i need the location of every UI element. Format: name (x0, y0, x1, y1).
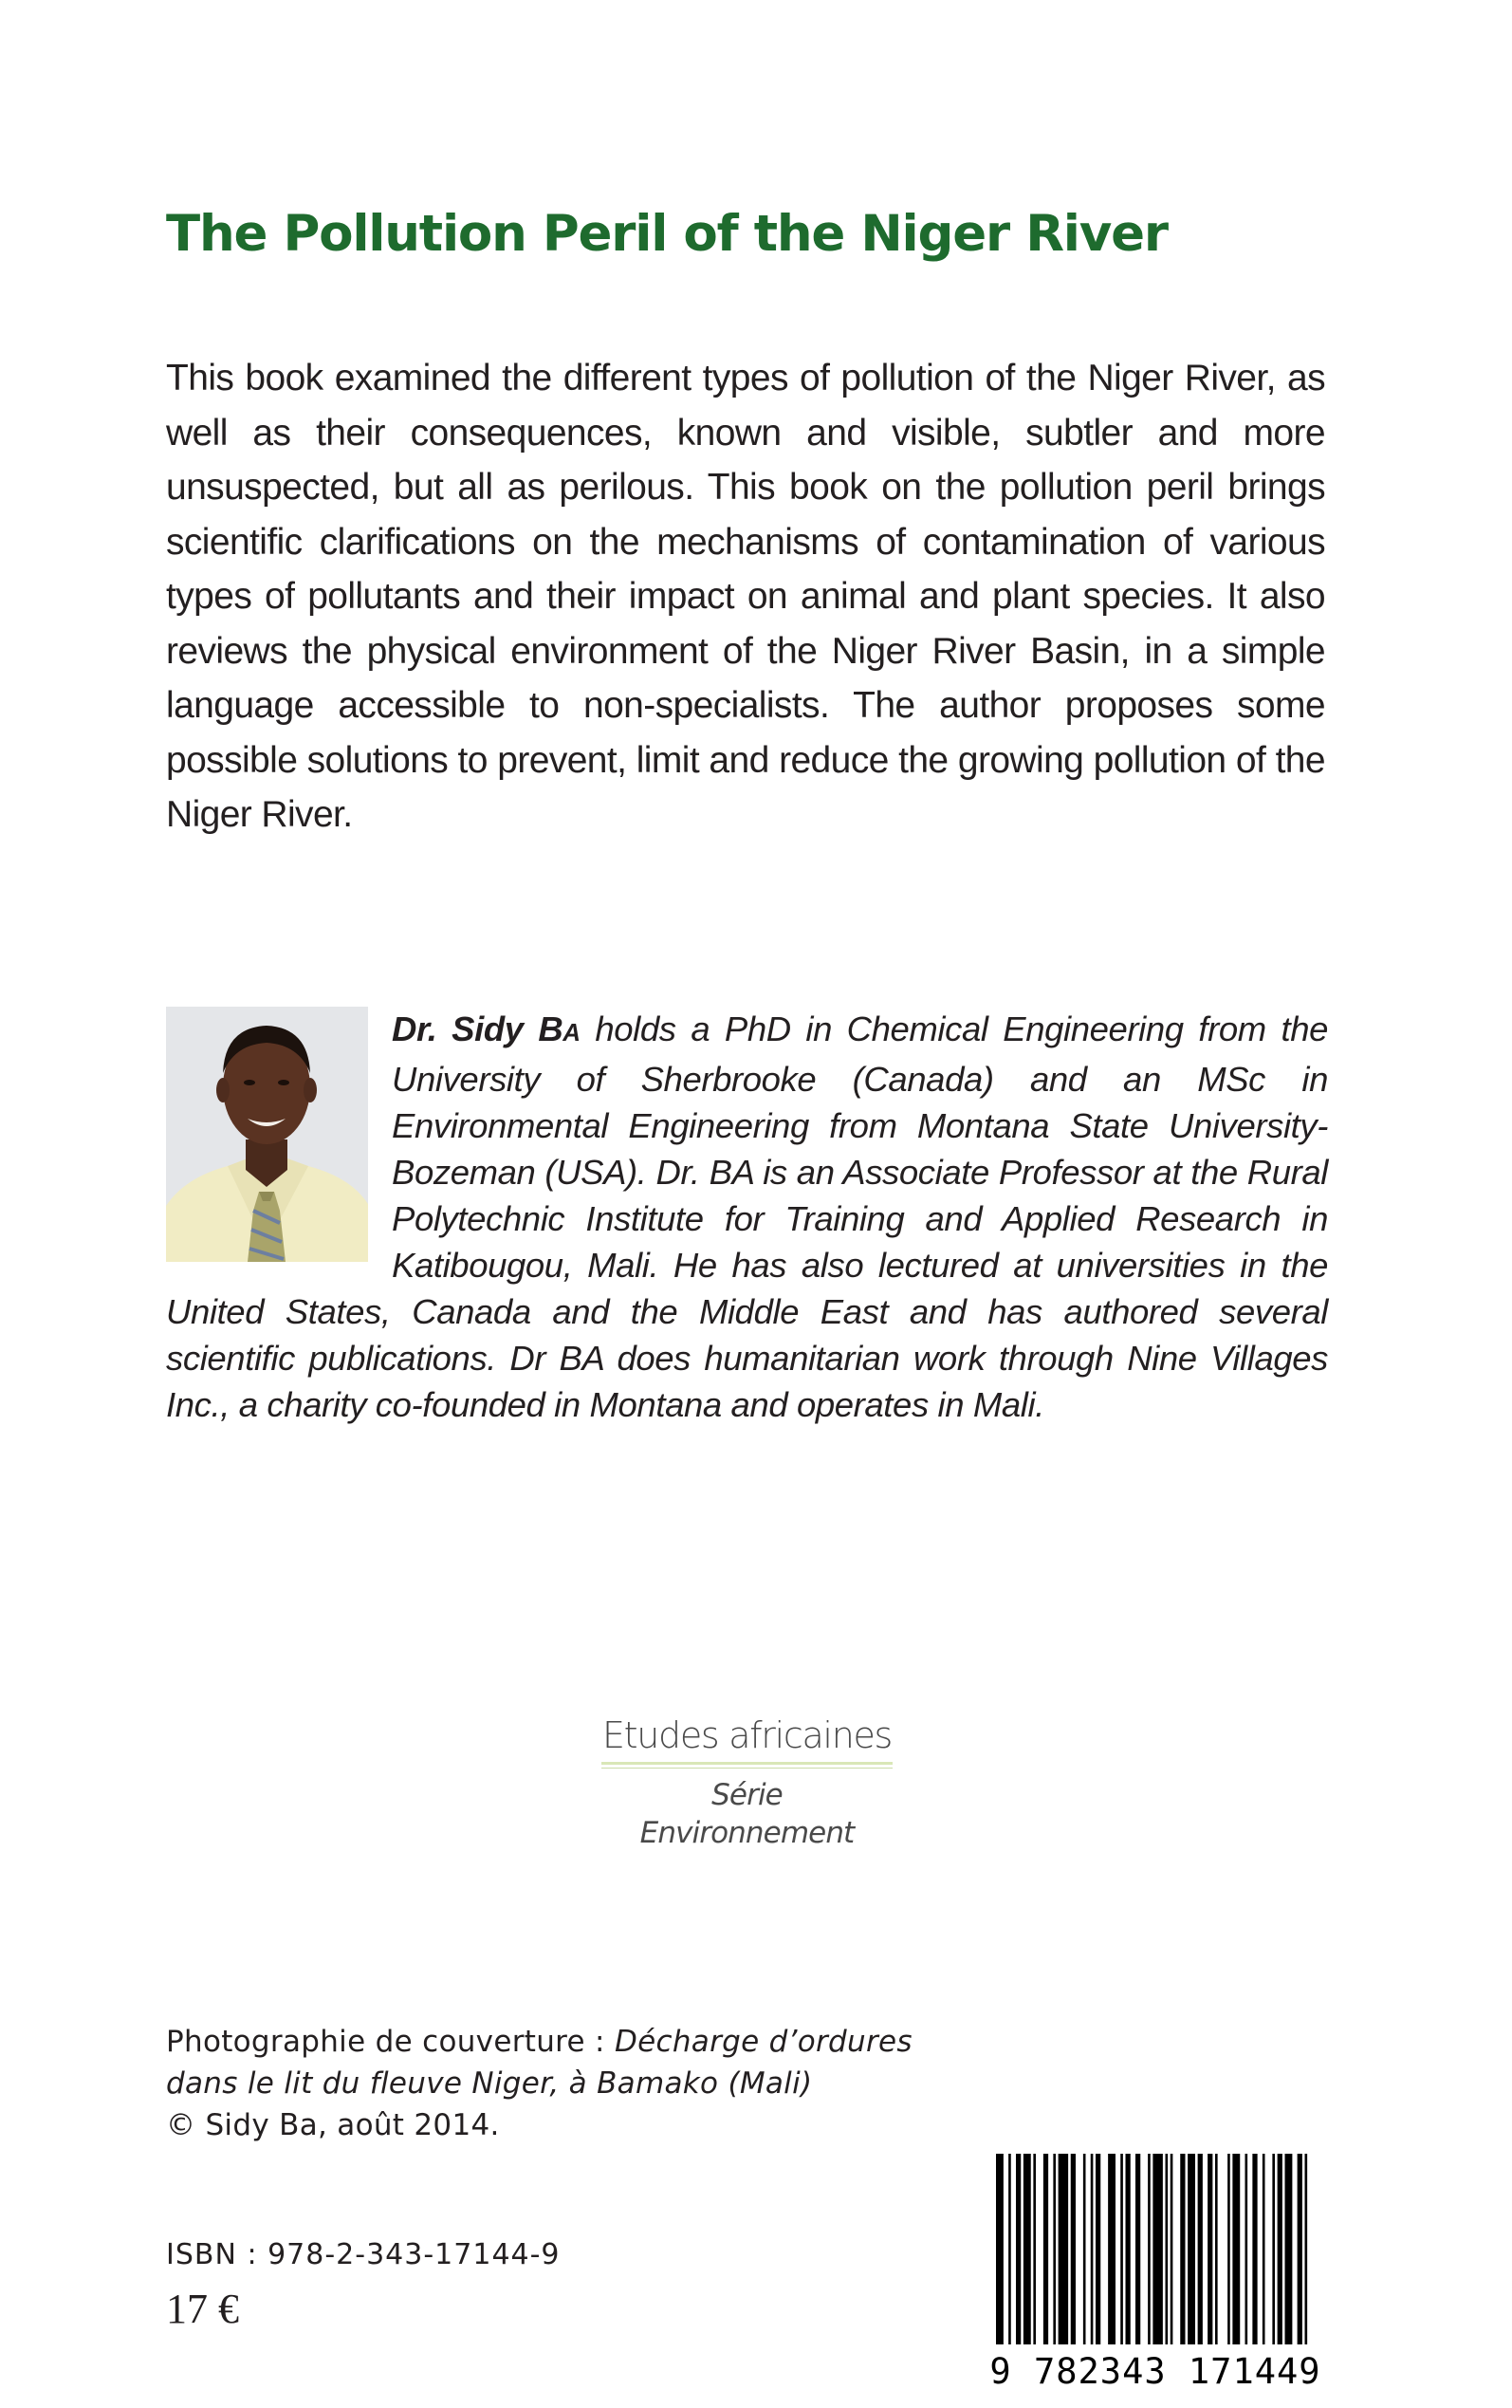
barcode-bar (1083, 2154, 1086, 2344)
photo-spacer (166, 1006, 392, 1273)
barcode-bar (1252, 2154, 1257, 2344)
barcode-bar (1208, 2154, 1212, 2344)
barcode-bar (1120, 2154, 1123, 2344)
barcode-bar (1053, 2154, 1056, 2344)
barcode-bar (1033, 2154, 1036, 2344)
barcode-digits: 9 782343 171449 (989, 2351, 1321, 2392)
author-name-suffix: A (562, 1018, 581, 1047)
barcode-bar (1285, 2154, 1293, 2344)
author-name: Dr. Sidy B (392, 1010, 563, 1048)
barcode-bar (1059, 2154, 1069, 2344)
barcode-bar (1016, 2154, 1021, 2344)
barcode-bar (1245, 2154, 1248, 2344)
author-bio (166, 1006, 1328, 1428)
barcode-bar (1091, 2154, 1094, 2344)
subseries-name: Série Environnement (639, 1778, 855, 1850)
barcode-bar (1215, 2154, 1218, 2344)
barcode-bar (1171, 2154, 1173, 2344)
barcode-bar (1126, 2154, 1131, 2344)
barcode-bar (996, 2154, 1004, 2344)
barcode-bar (1298, 2154, 1302, 2344)
author-bio-text: holds a PhD in Chemical Engineering from the University of Sherbrooke (Canada) and an MSc in Environmental Engineering from Montana State University-Bozeman (USA). Dr. BA is an Associate Professor at the Rural Polytechnic Institute for Training and Applied Research in Katibougou, Mali. He has also lectured at universities in the United States, Canada and the Middle East and has authored several scientific publications. Dr BA does humanitarian work through Nine Villages Inc., a charity co-founded in Montana and operates in Mali. (166, 1010, 1328, 1424)
barcode-bar (1148, 2154, 1151, 2344)
barcode (996, 2154, 1315, 2344)
barcode-bar (1108, 2154, 1116, 2344)
barcode-bar (1135, 2154, 1140, 2344)
barcode-bar (1180, 2154, 1185, 2344)
barcode-bar (1227, 2154, 1230, 2344)
barcode-bar (1272, 2154, 1275, 2344)
isbn: ISBN : 978-2-343-17144-9 (166, 2238, 561, 2271)
barcode-bar (1023, 2154, 1031, 2344)
series-block (601, 1713, 893, 1852)
book-title: The Pollution Peril of the Niger River (166, 205, 1168, 263)
credit-caption: Décharge d’ordures dans le lit du fleuve Niger, à Bamako (Mali) (166, 2025, 913, 2101)
barcode-bar (1008, 2154, 1011, 2344)
barcode-bar (1043, 2154, 1048, 2344)
credit-copyright: © Sidy Ba, août 2014. (166, 2108, 500, 2142)
barcode-bar (1071, 2154, 1076, 2344)
barcode-bar (1096, 2154, 1100, 2344)
barcode-bar (1188, 2154, 1195, 2344)
series-divider (601, 1762, 893, 1769)
photo-credit (166, 2021, 925, 2146)
credit-label: Photographie de couverture : (166, 2025, 615, 2059)
barcode-bar (1263, 2154, 1265, 2344)
book-blurb: This book examined the different types of pollution of the Niger River, as well as their consequences, known and visible, subtler and more unsuspected, but all as perilous. This book on the pollution peril brings scientific clarifications on the mechanisms of contamination of various types of pollutants and their impact on animal and plant species. It also reviews the physical environment of the Niger River Basin, in a simple language accessible to non-specialists. The author proposes some possible solutions to prevent, limit and reduce the growing pollution of the Niger River. (166, 358, 1325, 835)
series-name: Etudes africaines (601, 1714, 893, 1756)
barcode-bar (1232, 2154, 1240, 2344)
barcode-bar (1305, 2154, 1308, 2344)
barcode-bar (1152, 2154, 1163, 2344)
barcode-bar (1198, 2154, 1203, 2344)
barcode-bar (1166, 2154, 1169, 2344)
barcode-bar (1278, 2154, 1282, 2344)
price: 17 € (166, 2286, 239, 2332)
